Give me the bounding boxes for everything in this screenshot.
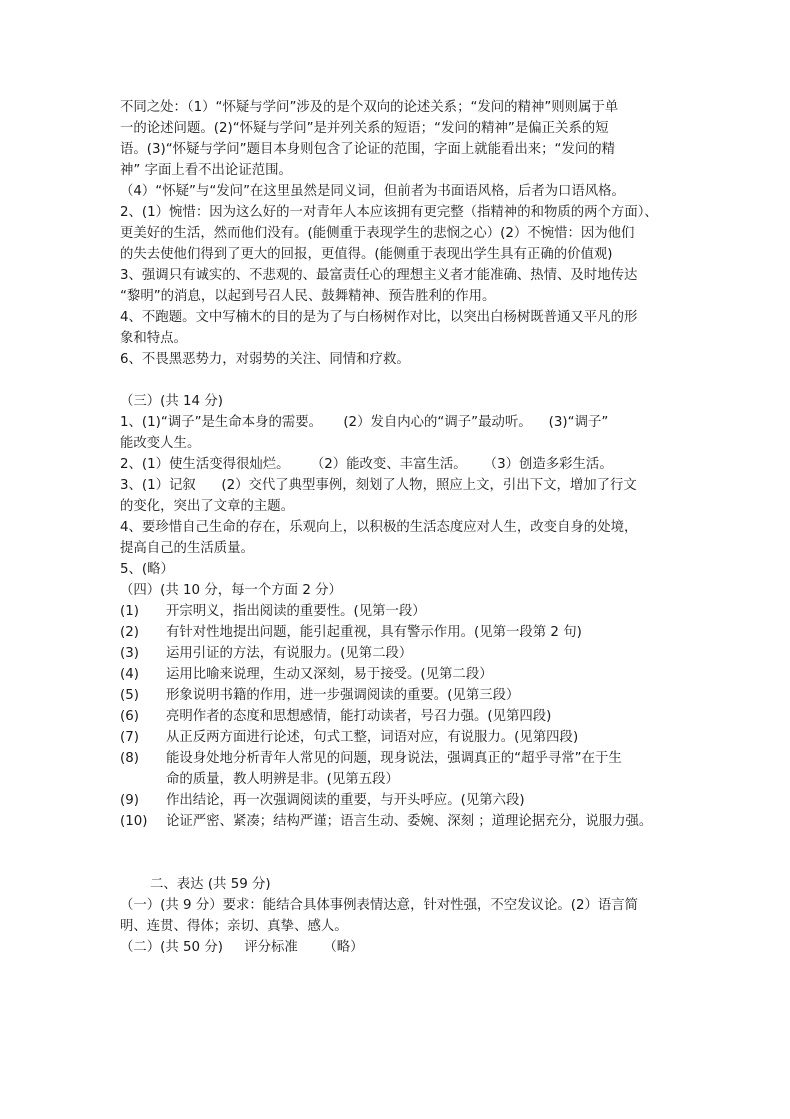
s4-item-text: 亮明作者的态度和思想感情，能打动读者，号召力强。(见第四段) (166, 709, 552, 724)
s4-item-num: (7) (120, 730, 139, 745)
section3-heading: （三）(共 14 分) (120, 394, 223, 409)
s3-line-3: 2、(1）使生活变得很灿烂。 （2）能改变、丰富生活。 （3）创造多彩生活。 (120, 457, 613, 472)
s4-item (120, 790, 680, 811)
s4-item-text: 从正反两方面进行论述，句式工整，词语对应，有说服力。(见第四段) (166, 730, 579, 745)
q6-line: 6、不畏黑恶势力，对弱势的关注、同情和疗救。 (120, 352, 410, 367)
s3-line-5: 的变化，突出了文章的主题。 (120, 499, 295, 514)
s4-item-num: (5) (120, 688, 139, 703)
q4-line-2: 象和特点。 (120, 331, 187, 346)
q2-line-2: 更美好的生活，然而他们没有。(能侧重于表现学生的悲悯之心）(2）不惋惜：因为他们 (120, 226, 635, 241)
s4-item (120, 664, 680, 685)
q3-line-1: 3、强调只有诚实的、不悲观的、最富责任心的理想主义者才能准确、热情、及时地传达 (120, 268, 638, 283)
q4-line-1: 4、不跑题。文中写楠木的目的是为了与白杨树作对比，以突出白杨树既普通又平凡的形 (120, 310, 638, 325)
s4-item-continuation: 命的质量，教人明辨是非。(见第五段） (166, 772, 399, 787)
s4-item-text: 运用比喻来说理，生动又深刻，易于接受。(见第二段） (166, 667, 493, 682)
spacer (120, 832, 680, 874)
s4-item-text: 能设身处地分析青年人常见的问题，现身说法，强调真正的“超乎寻常”在于生 (166, 751, 622, 766)
answer-key-page (120, 97, 680, 958)
s4-item (120, 643, 680, 664)
s4-item-num: (10) (120, 814, 148, 829)
s4-item-num: (1) (120, 604, 139, 619)
s4-item-num: (2) (120, 625, 139, 640)
spacer (120, 370, 680, 391)
s3-line-1: 1、(1)“调子”是生命本身的需要。 (2）发自内心的“调子”最动听。 (3)“调子” (120, 415, 609, 430)
s3-line-6: 4、要珍惜自己生命的存在，乐观向上，以积极的生活态度应对人生，改变自身的处境， (120, 520, 638, 535)
s4-item-text: 开宗明义，指出阅读的重要性。(见第一段） (166, 604, 426, 619)
s4-item (120, 601, 680, 622)
s4-item-num: (9) (120, 793, 139, 808)
s4-item (120, 706, 680, 727)
diff-line-5: （4）“怀疑”与“发问”在这里虽然是同义词，但前者为书面语风格，后者为口语风格。 (120, 184, 625, 199)
diff-line-3: 语。(3)“怀疑与学问”题目本身则包含了论证的范围，字面上就能看出来；“发问的精 (120, 142, 616, 157)
expr-part2-line: （二）(共 50 分) 评分标准 （略） (120, 940, 364, 955)
s4-item (120, 727, 680, 748)
s3-line-7: 提高自己的生活质量。 (120, 541, 254, 556)
s4-item (120, 811, 680, 832)
s4-item-num: (6) (120, 709, 139, 724)
s4-item (120, 622, 680, 643)
expr-part1-line-1: （一）(共 9 分）要求：能结合具体事例表情达意，针对性强，不空发议论。(2）语言简 (120, 898, 639, 913)
s4-item-text: 运用引证的方法，有说服力。(见第二段） (166, 646, 413, 661)
diff-line-1: 不同之处：（1）“怀疑与学问”涉及的是个双向的论述关系；“发问的精神”则则属于单 (120, 100, 619, 115)
s4-item (120, 748, 680, 769)
expr-part1-line-2: 明、连贯、得体；亲切、真挚、感人。 (120, 919, 348, 934)
s4-item-num: (8) (120, 751, 139, 766)
expression-heading: 二、表达 (共 59 分) (150, 877, 271, 892)
section4-heading: （四）(共 10 分，每一个方面 2 分） (120, 583, 342, 598)
s4-item-text: 论证严密、紧凑；结构严谨；语言生动、委婉、深刻 ；道理论据充分，说服力强。 (166, 814, 653, 829)
s4-item-num: (3) (120, 646, 139, 661)
diff-line-4: 神” 字面上看不出论证范围。 (120, 163, 292, 178)
s4-item-text: 形象说明书籍的作用，进一步强调阅读的重要。(见第三段） (166, 688, 520, 703)
q2-line-3: 的失去使他们得到了更大的回报，更值得。(能侧重于表现出学生具有正确的价值观) (120, 247, 613, 262)
s4-item-text: 有针对性地提出问题，能引起重视，具有警示作用。(见第一段第 2 句) (166, 625, 582, 640)
s3-line-4: 3、(1）记叙 (2）交代了典型事例，刻划了人物，照应上文，引出下文，增加了行文 (120, 478, 637, 493)
s3-line-8: 5、(略） (120, 562, 174, 577)
q3-line-2: “黎明”的消息，以起到号召人民、鼓舞精神、预告胜利的作用。 (120, 289, 496, 304)
s4-item-num: (4) (120, 667, 139, 682)
diff-line-2: 一的论述问题。(2)“怀疑与学问”是并列关系的短语；“发问的精神”是偏正关系的短 (120, 121, 609, 136)
s4-item-text: 作出结论，再一次强调阅读的重要，与开头呼应。(见第六段) (166, 793, 525, 808)
q2-line-1: 2、(1）惋惜：因为这么好的一对青年人本应该拥有更完整（指精神的和物质的两个方面）、 (120, 205, 658, 220)
s3-line-2: 能改变人生。 (120, 436, 201, 451)
s4-item (120, 685, 680, 706)
